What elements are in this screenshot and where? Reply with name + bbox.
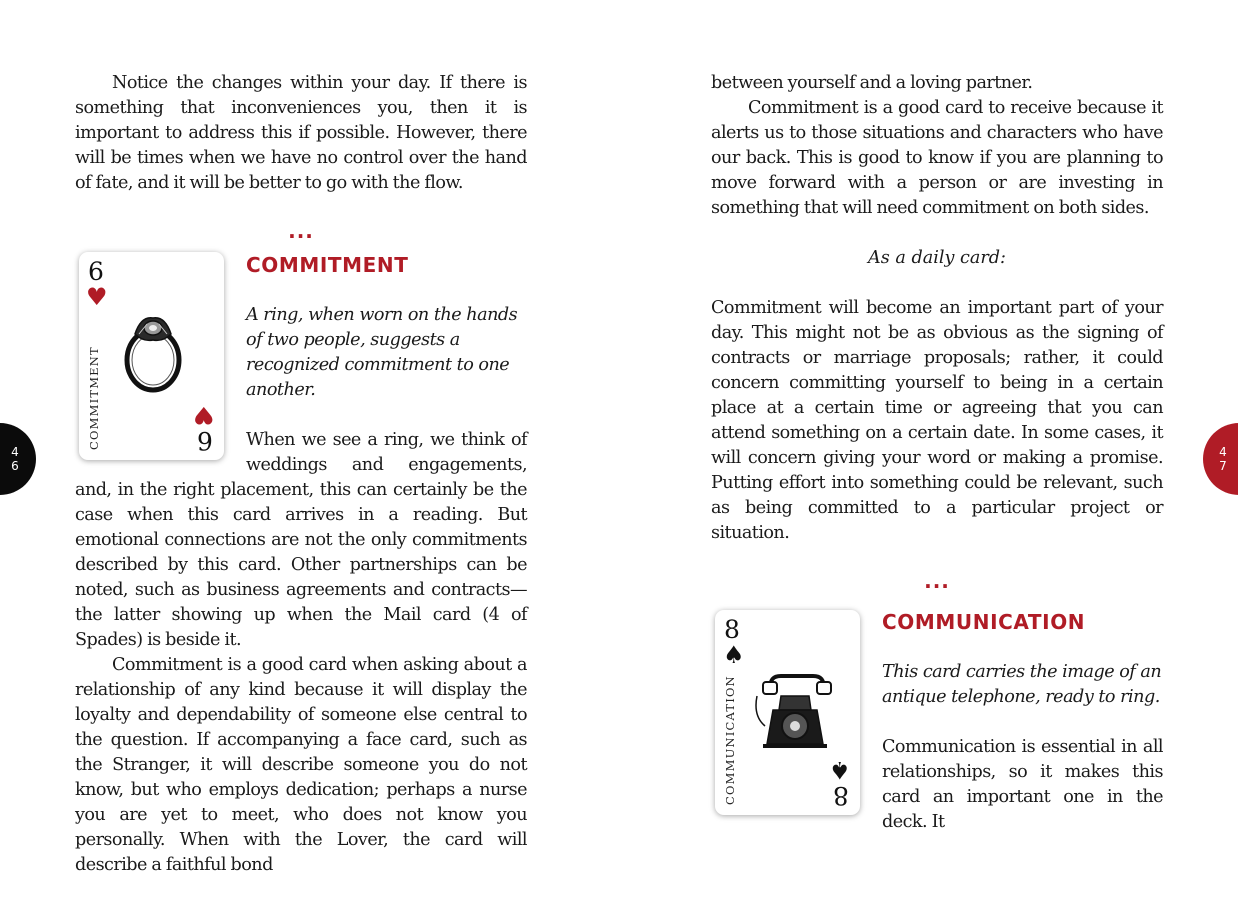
spade-suit-icon: ♠ bbox=[723, 641, 745, 669]
heart-suit-icon: ♥ bbox=[86, 283, 108, 311]
page-number-digit: 6 bbox=[11, 459, 19, 473]
daily-card-heading: As a daily card: bbox=[868, 248, 1006, 268]
entry-title: COMMITMENT bbox=[246, 253, 409, 277]
spade-suit-icon-bottom: ♠ bbox=[829, 756, 851, 784]
communication-card bbox=[715, 610, 860, 815]
entry-paragraph: Communication is essential in all relationships, so it makes this card an important one in the deck. It bbox=[882, 737, 1163, 832]
card-rank-top: 6 bbox=[88, 257, 104, 286]
body-paragraph: Commitment is a good card to receive because it alerts us to those situations and characters who have our back. This is good to know if you are planning to move forward with a person or are investing in something that will need commitment on both sides. bbox=[711, 98, 1163, 218]
page-number-digit: 4 bbox=[1219, 445, 1227, 459]
daily-card-paragraph: Commitment will become an important part of your day. This might not be as obvious as the signing of contracts or marriage proposals; rather, it could concern committing yourself to being in a certain place at a certain time or agreeing that you can attend something on a certain date. In some cases, it will concern giving your word or making a promise. Putting effort into something could be relevant, such as being committed to a particular project or situation. bbox=[711, 298, 1163, 543]
right-page-column bbox=[711, 71, 1163, 835]
entry-description: This card carries the image of an antique telephone, ready to ring. bbox=[882, 662, 1162, 707]
card-name-vertical: COMMITMENT bbox=[87, 346, 101, 450]
left-page-column bbox=[75, 71, 527, 878]
page-number-digit: 4 bbox=[11, 445, 19, 459]
card-rank-top: 8 bbox=[724, 615, 740, 644]
entry-description: A ring, when worn on the hands of two people, suggests a recognized commitment to one another. bbox=[246, 305, 518, 400]
commitment-card bbox=[79, 252, 224, 460]
entry-commitment bbox=[75, 253, 527, 878]
ring-icon bbox=[117, 312, 189, 396]
entry-paragraph: Commitment is a good card when asking about a relationship of any kind because it will display the loyalty and dependability of someone else central to the question. If accompanying a face card, such as the Stranger, it will describe someone you do not know, but who employs dedication; perhaps a nurse you are yet to meet, who does not know you personally. When with the Lover, the card will describe a faithful bond bbox=[75, 655, 527, 875]
continuation-paragraph: between yourself and a loving partner. bbox=[711, 73, 1033, 93]
intro-paragraph: Notice the changes within your day. If there is something that inconveniences you, then it is important to address this if possible. However, there will be times when we have no control over the hand of fate, and it will be better to go with the flow. bbox=[75, 73, 527, 193]
entry-communication bbox=[711, 610, 1163, 835]
entry-paragraph: When we see a ring, we think of weddings and engagements, and, in the right placement, this can certainly be the case when this card arrives in a reading. But emotional connections are not the only commitments described by this card. Other partnerships can be noted, such as business agreements and contracts—the latter showing up when the Mail card (4 of Spades) is beside it. bbox=[75, 430, 527, 650]
page-number-digit: 7 bbox=[1219, 459, 1227, 473]
section-divider: ... bbox=[288, 219, 314, 243]
section-divider: ... bbox=[924, 569, 950, 593]
page-number-tab-left bbox=[0, 423, 36, 495]
card-rank-bottom: 8 bbox=[833, 781, 849, 810]
heart-suit-icon-bottom: ♥ bbox=[193, 401, 215, 429]
telephone-icon bbox=[751, 666, 839, 754]
card-rank-bottom: 6 bbox=[197, 426, 213, 455]
entry-title: COMMUNICATION bbox=[882, 610, 1086, 634]
page-number-tab-right bbox=[1203, 423, 1238, 495]
card-name-vertical: COMMUNICATION bbox=[723, 675, 737, 805]
